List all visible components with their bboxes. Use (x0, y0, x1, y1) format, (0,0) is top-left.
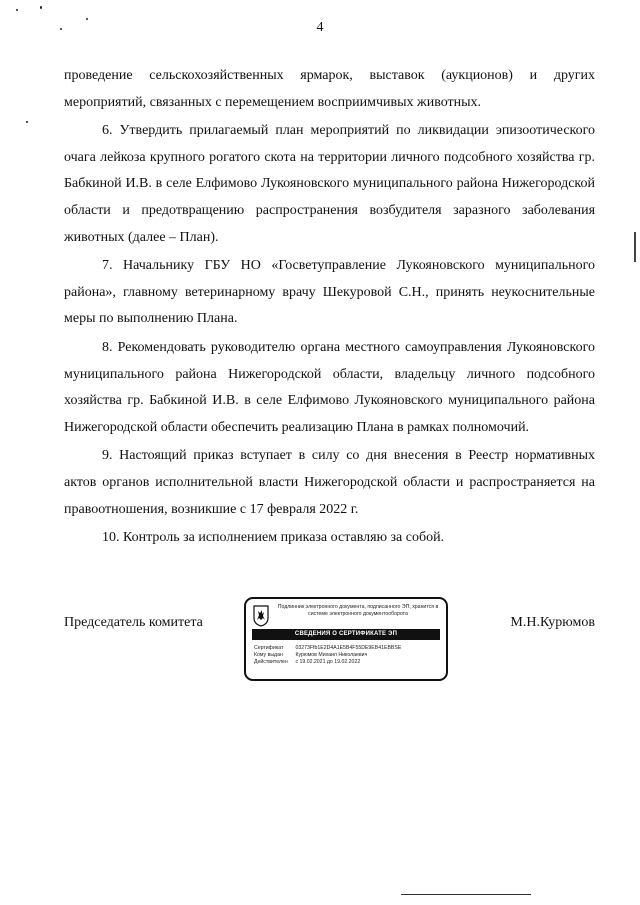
paragraph-item-9: 9. Настоящий приказ вступает в силу со дня внесения в Реестр нормативных актов органов исполнительной власти Нижегородской области и распространяется на правоотношения, возникшие с 17 февраля 2022 г. (64, 448, 596, 517)
certificate-line: Сертификат 03273Ffb1E2D4A1E5B4F55DE9EB41EBBSE (254, 645, 402, 651)
page-number: 4 (316, 20, 324, 35)
validity-line: Действителен с 19.02.2021 до 19.02.2022 (254, 659, 361, 665)
signature-block (64, 604, 595, 691)
document-body (64, 63, 595, 552)
paragraph-item-6: 6. Утвердить прилагаемый план мероприятий по ликвидации эпизоотического очага лейкоза крупного рогатого скота на территории личного подсобного хозяйства гр. Бабкиной И.В. в селе Елфимово Лукояновского муниципального района Нижегородской области и предотвращению распространения возбудителя заразного заболевания животных (далее – План). (64, 123, 596, 245)
stamp-header: СВЕДЕНИЯ О СЕРТИФИКАТЕ ЭП (252, 629, 440, 640)
owner-line: Кому выдан Курюмов Михаил Николаевич (254, 652, 368, 658)
stamp-notice: Подлинник электронного документа, подписанного ЭП, хранится в системе электронного документооборота (277, 604, 439, 617)
signer-name: М.Н.Курюмов (510, 615, 595, 630)
scan-speck (86, 18, 88, 20)
scan-speck (16, 9, 18, 11)
scan-speck (60, 28, 62, 30)
scan-speck (26, 121, 28, 123)
electronic-signature-stamp (244, 597, 448, 681)
bottom-rule (401, 894, 531, 895)
certificate-details (254, 645, 442, 666)
paragraph-item-7: 7. Начальнику ГБУ НО «Госветуправление Лукояновского муниципального района», главному ветеринарному врачу Шекуровой С.Н., принять неукоснительные меры по выполнению Плана. (64, 258, 595, 327)
paragraph-continuation: проведение сельскохозяйственных ярмарок, выставок (аукционов) и других мероприятий, связанных с перемещением восприимчивых животных. (64, 68, 595, 110)
signer-title: Председатель комитета (64, 615, 203, 630)
nizhny-novgorod-deer-emblem-icon (253, 605, 269, 627)
scan-margin-mark (634, 232, 636, 262)
scan-speck (40, 6, 42, 9)
paragraph-item-8: 8. Рекомендовать руководителю органа местного самоуправления Лукояновского муниципального района Нижегородской области, владельцу личного подсобного хозяйства гр. Бабкиной И.В. в селе Елфимово Лукояновского муниципального района Нижегородской области обеспечить реализацию Плана в рамках полномочий. (64, 339, 596, 435)
paragraph-item-10: 10. Контроль за исполнением приказа оставляю за собой. (102, 530, 445, 546)
